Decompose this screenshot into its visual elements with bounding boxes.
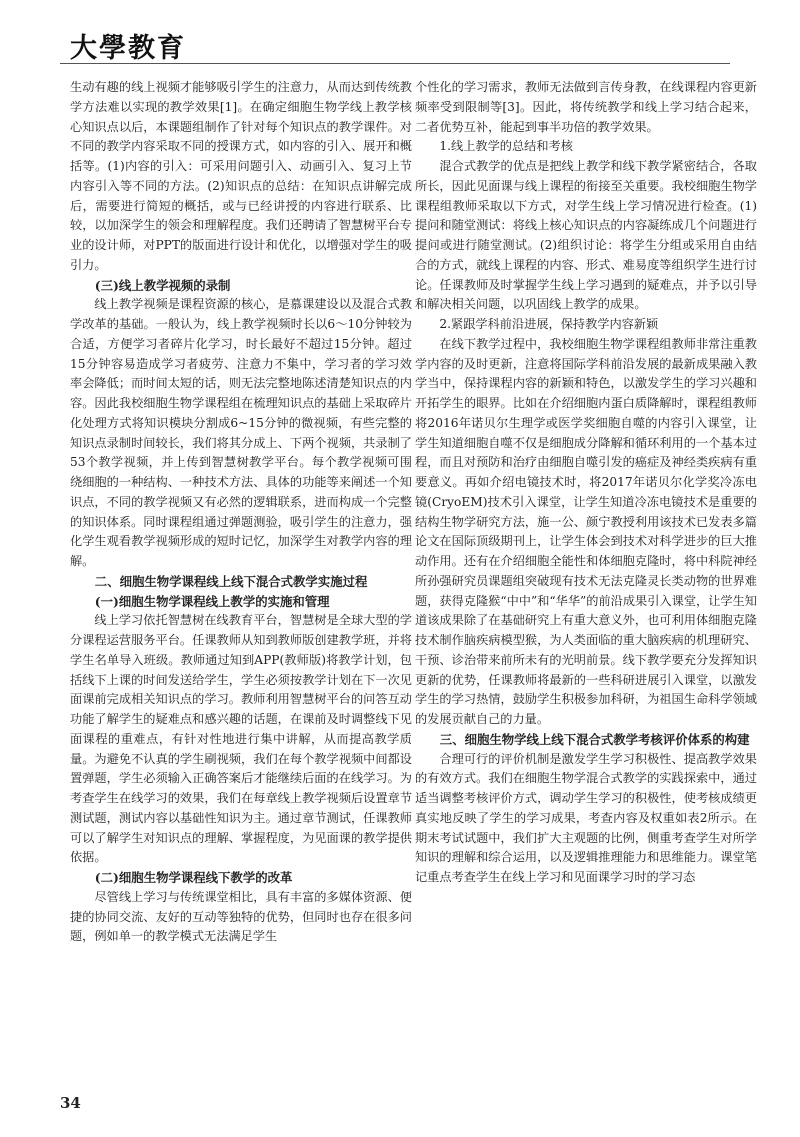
right-paragraph-1: 个性化的学习需求，教师无法做到言传身教，在线课程内容更新频率受到限制等[3]。因此，将传统教学和线上学习结合起来，二者优势互补，能起到事半功倍的教学效果。 xyxy=(415,80,757,134)
section-heading-online-implementation: (一)细胞生物学课程线上教学的实施和管理 xyxy=(94,593,330,609)
left-paragraph-4: 尽管线上学习与传统课堂相比，具有丰富的多媒体资源、便捷的协同交流、友好的互动等独特的优势，但同时也存在很多问题，例如单一的教学模式无法满足学生 xyxy=(70,889,412,944)
part-heading-2: 二、细胞生物学课程线上线下混合式教学实施过程 xyxy=(94,573,368,589)
part-heading-3: 三、细胞生物学线上线下混合式教学考核评价体系的构建 xyxy=(439,731,750,747)
left-paragraph-3: 线上学习依托智慧树在线教育平台，智慧树是全球大型的学分课程运营服务平台。任课教师从知到教师版创建教学班，并将学生名单导入班级。教师通过知到APP(教师版)将教学计划，包括线下上课的时间发送给学生，学生必须按教学计划在下一次见面课前完成相关知识点的学习。教师利用智慧树平台的问答互动功能了解学生的疑难点和感兴趣的话题，在课前及时调整线下见面课程的重难点，有针对性地进行集中讲解，从而提高教学质量。为避免不认真的学生刷视频，我们在每个教学视频中间都设置弹题，学生必须输入正确答案后才能继续后面的在线学习。为考查学生在线学习的效果，我们在每章线上教学视频后设置章节测试题，测试内容以基础性知识为主。通过章节测试，任课教师可以了解学生对知识点的理解、掌握程度，为见面课的教学提供依据。 xyxy=(70,613,412,865)
journal-title: 大學教育 xyxy=(70,33,186,64)
right-paragraph-2: 混合式教学的优点是把线上教学和线下教学紧密结合，各取所长，因此见面课与线上课程的衔接至关重要。我校细胞生物学课程组教师采取以下方式，对学生线上学习情况进行检查。(1)提问和随堂测试：将线上核心知识点的内容凝练成几个问题进行提问或进行随堂测试。(2)组织讨论：将学生分组或采用自由结合的方式，就线上课程的内容、形式、难易度等组织学生进行讨论。任课教师及时掌握学生线上学习遇到的疑难点，并予以引导和解决相关问题，以巩固线上教学的成果。 xyxy=(415,159,757,312)
right-column xyxy=(415,78,757,888)
left-paragraph-1: 生动有趣的线上视频才能够吸引学生的注意力，从而达到传统教学方法难以实现的教学效果[1]。在确定细胞生物学线上教学核心知识点以后，本课题组制作了针对每个知识点的教学课件。对不同的教学内容采取不同的授课方式，如内容的引入、展开和概括等。(1)内容的引入：可采用问题引入、动画引入、复习上节内容引入等不同的方法。(2)知识点的总结：在知识点讲解完成后，需要进行简短的概括，或与已经讲授的内容进行联系、比较，以加深学生的领会和理解程度。我们还聘请了智慧树平台专业的设计师，对PPT的版面进行设计和优化，以增强对学生的吸引力。 xyxy=(70,80,412,272)
section-heading-offline-reform: (二)细胞生物学课程线下教学的改革 xyxy=(94,870,293,885)
left-paragraph-2: 线上教学视频是课程资源的核心，是慕课建设以及混合式教学改革的基础。一般认为，线上教学视频时长以6～10分钟较为合适，方便学习者碎片化学习，时长最好不超过15分钟。超过15分钟容易造成学习者疲劳、注意力不集中，学习者的学习效率会降低；而时间太短的话，则无法完整地陈述清楚知识点的内容。因此我校细胞生物学课程组在梳理知识点的基础上采取碎片化处理方式将知识模块分割成6~15分钟的微视频，有些完整的知识点录制时间较长，我们将其分成上、下两个视频，共录制了53个教学视频，并上传到智慧树教学平台。每个教学视频可围绕细胞的一种结构、一种技术方法、具体的功能等来阐述一个知识点，不同的教学视频又有必然的逻辑联系，进而构成一个完整的知识体系。同时课程组通过弹题测验，吸引学生的注意力，强化学生观看教学视频形成的短时记忆，加深学生对教学内容的理解。 xyxy=(70,297,412,568)
header-rule xyxy=(60,63,730,64)
subheading-online-summary: 1.线上教学的总结和考核 xyxy=(439,139,573,154)
left-column xyxy=(70,78,412,947)
section-heading-video-recording: (三)线上教学视频的录制 xyxy=(94,277,231,293)
page-number: 34 xyxy=(60,1094,81,1112)
subheading-frontier-progress: 2.紧跟学科前沿进展，保持教学内容新颖 xyxy=(439,317,659,331)
right-paragraph-4: 合理可行的评价机制是激发学生学习积极性、提高教学效果的有效方式。我们在细胞生物学混合式教学的实践探索中，通过适当调整考核评价方式，调动学生学习的积极性，使考核成绩更真实地反映了学生的学习成果，考查内容及权重如表2所示。在期末考试试题中，我们扩大主观题的比例，侧重考查学生对所学知识的理解和综合运用，以及逻辑推理能力和思维能力。课堂笔记重点考查学生在线上学习和见面课学习时的学习态 xyxy=(415,751,757,884)
right-paragraph-3: 在线下教学过程中，我校细胞生物学课程组教师非常注重教学内容的及时更新，注意将国际学科前沿发展的最新成果融入教学当中，保持课程内容的新颖和特色，以激发学生的学习兴趣和开拓学生的眼界。比如在介绍细胞内蛋白质降解时，课程组教师将2016年诺贝尔生理学或医学奖细胞自噬的内容引入课堂，让学生知道细胞自噬不仅是细胞成分降解和循环利用的一个基本过程，而且对预防和治疗由细胞自噬引发的癌症及神经类疾病有重要意义。再如介绍电镜技术时，将2017年诺贝尔化学奖冷冻电镜(CryoEM)技术引入课堂，让学生知道冷冻电镜技术是重要的结构生物学研究方法，施一公、颜宁教授利用该技术已发表多篇论文在国际顶级期刊上，让学生体会到技术对科学进步的巨大推动作用。还有在介绍细胞全能性和体细胞克隆时，将中科院神经所孙强研究员课题组突破现有技术无法克隆灵长类动物的世界难题，获得克隆猴“中中”和“华华”的前沿成果引入课堂，让学生知道该成果除了在基础研究上有重大意义外，也可利用体细胞克隆技术制作脑疾病模型猴，为人类面临的重大脑疾病的机理研究、干预、诊治带来前所未有的光明前景。线下教学要充分发挥知识更新的优势，任课教师将最新的一些科研进展引入课堂，以激发学生的学习热情，鼓励学生积极参加科研，为祖国生命科学领域的发展贡献自己的力量。 xyxy=(415,336,757,726)
